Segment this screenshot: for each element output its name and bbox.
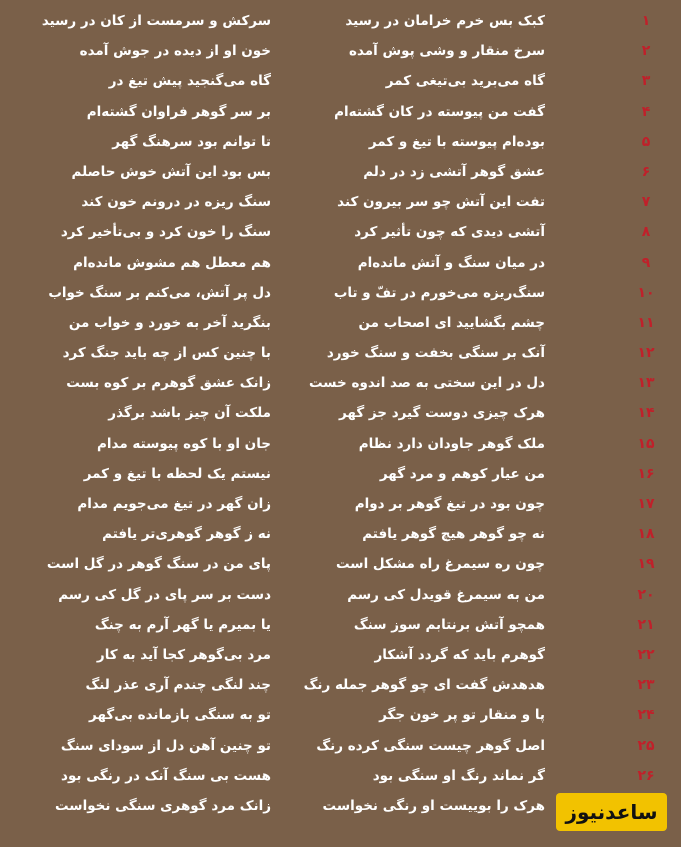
verse-number: ۴ xyxy=(641,103,651,120)
verse-row xyxy=(0,489,681,519)
second-hemistich: گاه می‌گنجید پیش تیغ در xyxy=(108,73,271,90)
verse-row xyxy=(0,97,681,127)
first-hemistich: عشق گوهر آتشی زد در دلم xyxy=(363,163,545,180)
verse-number: ۱۸ xyxy=(637,526,655,543)
first-hemistich: اصل گوهر چیست سنگی کرده رنگ xyxy=(316,737,545,754)
second-hemistich: با چنین کس از چه باید جنگ کرد xyxy=(62,345,271,362)
verse-number: ۲ xyxy=(641,43,651,60)
first-hemistich: هرک چیزی دوست گیرد جز گهر xyxy=(339,405,545,422)
verse-number: ۱۶ xyxy=(637,465,655,482)
verse-number: ۹ xyxy=(641,254,651,271)
verse-row xyxy=(0,157,681,187)
second-hemistich: بر سر گوهر فراوان گشته‌ام xyxy=(86,103,271,120)
second-hemistich: هست بی سنگ آنک در رنگی بود xyxy=(61,767,271,784)
first-hemistich: بوده‌ام پیوسته با تیغ و کمر xyxy=(368,133,545,150)
second-hemistich: تو چنین آهن دل از سودای سنگ xyxy=(60,737,271,754)
verse-row xyxy=(0,6,681,36)
verse-number: ۳ xyxy=(641,73,651,90)
first-hemistich: سنگ‌ریزه می‌خورم در تفّ و تاب xyxy=(333,284,545,301)
first-hemistich: هدهدش گفت ای چو گوهر جمله رنگ xyxy=(303,677,545,694)
second-hemistich: سنگ را خون کرد و بی‌تأخیر کرد xyxy=(60,224,271,241)
second-hemistich: هم معطل هم مشوش مانده‌ام xyxy=(73,254,271,271)
site-logo xyxy=(556,793,667,831)
first-hemistich: گر نماند رنگ او سنگی بود xyxy=(372,767,545,784)
verse-row xyxy=(0,519,681,549)
verse-number: ۱۱ xyxy=(637,314,655,331)
verse-row xyxy=(0,278,681,308)
verse-number: ۵ xyxy=(641,133,651,150)
second-hemistich: سنگ ریزه در درونم خون کند xyxy=(81,194,271,211)
verse-number: ۲۴ xyxy=(637,707,655,724)
verse-number: ۱۵ xyxy=(637,435,655,452)
first-hemistich: ملک گوهر جاودان دارد نظام xyxy=(358,435,545,452)
first-hemistich: کبک بس خرم خرامان در رسید xyxy=(345,13,545,29)
second-hemistich: یا بمیرم یا گهر آرم به چنگ xyxy=(94,616,271,633)
verse-number: ۲۰ xyxy=(637,586,655,603)
verse-row xyxy=(0,398,681,428)
second-hemistich: زانک عشق گوهرم بر کوه بست xyxy=(66,375,271,392)
verse-number: ۱۴ xyxy=(637,405,655,422)
verse-row xyxy=(0,670,681,700)
verse-row xyxy=(0,761,681,791)
verse-number: ۲۳ xyxy=(637,677,655,694)
first-hemistich: گاه می‌برید بی‌تیغی کمر xyxy=(385,73,545,90)
first-hemistich: دل در این سختی به صد اندوه خست xyxy=(309,375,545,392)
verse-number: ۲۱ xyxy=(637,616,655,633)
verse-number: ۸ xyxy=(641,224,651,241)
first-hemistich: در میان سنگ و آتش مانده‌ام xyxy=(357,254,545,271)
verse-number: ۱ xyxy=(641,13,651,29)
first-hemistich: من به سیمرغ قویدل کی رسم xyxy=(347,586,545,603)
verse-row xyxy=(0,580,681,610)
second-hemistich: دل پر آتش، می‌کنم بر سنگ خواب xyxy=(48,284,271,301)
second-hemistich: تو به سنگی بازمانده بی‌گهر xyxy=(89,707,271,724)
verse-row xyxy=(0,610,681,640)
first-hemistich: پا و منقار تو پر خون جگر xyxy=(379,707,545,724)
first-hemistich: من عیار کوهم و مرد گهر xyxy=(379,465,545,482)
second-hemistich: جان او با کوه پیوسته مدام xyxy=(97,435,271,452)
verse-number: ۱۲ xyxy=(637,345,655,362)
verse-number: ۶ xyxy=(641,163,651,180)
verse-row xyxy=(0,36,681,66)
verse-row xyxy=(0,248,681,278)
first-hemistich: گفت من پیوسته در کان گشته‌ام xyxy=(334,103,545,120)
verse-row xyxy=(0,700,681,730)
verse-number: ۷ xyxy=(641,194,651,211)
verse-row xyxy=(0,368,681,398)
first-hemistich: سرخ منقار و وشی پوش آمده xyxy=(349,43,545,60)
second-hemistich: چند لنگی چندم آری عذر لنگ xyxy=(85,677,271,694)
verse-row xyxy=(0,459,681,489)
first-hemistich: چون بود در تیغ گوهر بر دوام xyxy=(354,496,545,512)
second-hemistich: نیستم یک لحظه با تیغ و کمر xyxy=(83,465,271,482)
verse-row xyxy=(0,549,681,579)
verse-number: ۲۲ xyxy=(637,646,655,663)
first-hemistich: گوهرم باید که گردد آشکار xyxy=(374,646,545,663)
verse-row xyxy=(0,66,681,96)
first-hemistich: نه چو گوهر هیچ گوهر یافتم xyxy=(362,526,545,543)
second-hemistich: خون او از دیده در جوش آمده xyxy=(79,43,271,60)
second-hemistich: پای من در سنگ گوهر در گل است xyxy=(46,556,271,573)
first-hemistich: چون ره سیمرغ راه مشکل است xyxy=(336,556,545,573)
verse-row xyxy=(0,731,681,761)
verse-number: ۱۰ xyxy=(637,284,655,301)
second-hemistich: زانک مرد گوهری سنگی نخواست xyxy=(55,797,271,814)
second-hemistich: زان گهر در تیغ می‌جویم مدام xyxy=(77,496,271,512)
second-hemistich: ملکت آن چیز باشد برگذر xyxy=(108,405,271,422)
first-hemistich: هرک را بوییست او رنگی نخواست xyxy=(322,797,545,814)
verse-number: ۱۳ xyxy=(637,375,655,392)
verse-row xyxy=(0,429,681,459)
verse-number: ۲۶ xyxy=(637,767,655,784)
verse-number: ۱۹ xyxy=(637,556,655,573)
verse-row xyxy=(0,640,681,670)
poem-table xyxy=(0,6,681,821)
second-hemistich: بس بود این آتش خوش حاصلم xyxy=(71,163,271,180)
verse-number: ۱۷ xyxy=(637,496,655,512)
verse-row xyxy=(0,338,681,368)
first-hemistich: همچو آتش برنتابم سوز سنگ xyxy=(353,616,545,633)
second-hemistich: مرد بی‌گوهر کجا آید به کار xyxy=(96,646,271,663)
second-hemistich: بنگرید آخر به خورد و خواب من xyxy=(68,314,271,331)
first-hemistich: تفت این آتش چو سر بیرون کند xyxy=(337,194,545,211)
verse-row xyxy=(0,127,681,157)
second-hemistich: دست بر سر پای در گل کی رسم xyxy=(58,586,271,603)
first-hemistich: آنک بر سنگی بخفت و سنگ خورد xyxy=(326,345,545,362)
logo-text: ساعدنیوز xyxy=(565,800,658,824)
second-hemistich: نه ز گوهر گوهری‌تر یافتم xyxy=(102,526,271,543)
second-hemistich: سرکش و سرمست از کان در رسید xyxy=(41,13,271,29)
verse-row xyxy=(0,217,681,247)
verse-number: ۲۵ xyxy=(637,737,655,754)
first-hemistich: چشم بگشایید ای اصحاب من xyxy=(358,314,545,331)
verse-row xyxy=(0,187,681,217)
verse-row xyxy=(0,308,681,338)
first-hemistich: آتشی دیدی که چون تأثیر کرد xyxy=(354,224,545,241)
second-hemistich: تا توانم بود سرهنگ گهر xyxy=(112,133,271,150)
